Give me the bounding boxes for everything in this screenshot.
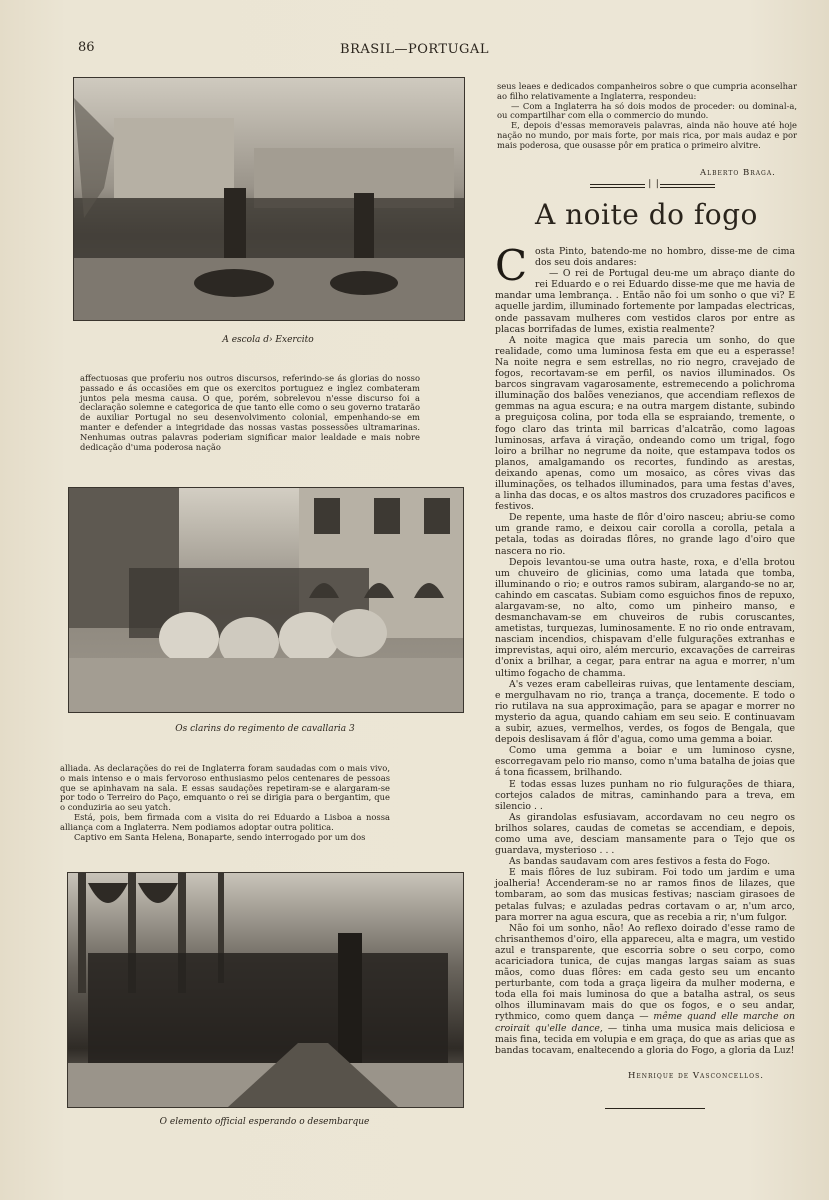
running-title: BRASIL—PORTUGAL <box>340 42 489 57</box>
caption-photo-2: Os clarins do regimento de cavallaria 3 <box>175 724 355 734</box>
caption-photo-1: A escola d› Exercito <box>222 335 314 345</box>
dropcap-letter: C <box>495 241 528 290</box>
divider-left <box>590 184 645 185</box>
caption-photo-3: O elemento official esperando o desembarque <box>159 1117 370 1127</box>
photo-elemento-official <box>67 872 464 1108</box>
article-body: Costa Pinto, batendo-me no hombro, disse-me de cima dos seu dois andares: — O rei de Portugal deu-me um abraço diante do rei Eduardo e o rei Eduardo disse-me que me havia de mandar uma lembrança. . Então não foi um sonho o que vi? E aquelle jardim, illuminado fortemente por lampadas electricas, onde passavam mulheres com vestidos claros por entre as placas borrifadas de lumes, existia realmente? A noite magica que mais parecia um sonho, do que realidade, como uma luminosa festa em que eu a esperasse! Na noite negra e sem estrellas, no rio negro, cravejado de fogos, recortavam-se em perfil, os navios illuminados. Os barcos singravam vagarosamente, estremecendo a polichroma illuminação dos balões venezianos, que accendiam reflexos de gemmas na agua escura; e na outra margem distante, subindo a preguiçosa colina, por toda ella se espraiando, tremente, o fogo claro das trinta mil barricas d'alcatrão, como lagoas luminosas, arfava á viração, ondeando como um trigal, fogo loiro a brilhar no negrume da noite, que estampava todos os planos, amalgamando os recortes, fundindo as arestas, deixando apenas, como um mosaico, as côres vivas das illuminações, os telhados illuminados, para uma festas d'aves, a linha das docas, e os altos mastros dos cruzadores pacificos e festivos. De repente, uma haste de flôr d'oiro nasceu; abriu-se como um grande ramo, e deixou cair corolla a corolla, petala a petala, todas as doiradas flôres, no grande lago d'oiro que nascera no rio. Depois levantou-se uma outra haste, roxa, e d'ella brotou um chuveiro de glicinias, como uma latada que tomba, illuminando o rio; e outros ramos subiram, alargando-se no ar, cahindo em cascatas. Subiam como esguichos finos de repuxo, alargavam-se, no alto, como um pinheiro manso, e desmanchavam-se em chuveiros de rubis coruscantes, ametistas, turquezas, luminosamente. E no rio onde entravam, nasciam incendios, chispavam d'elle fulgurações extranhas e imprevistas, aqui oiro, além mercurio, excavações de carreiras d'onix a brilhar, a cegar, para entrar na agua e morrer, n'um ultimo fogacho de chamma. A's vezes eram cabelleiras ruivas, que lentamente desciam, e mergulhavam no rio, trança a trança, docemente. E todo o rio rutilava na sua approximação, para se apagar e morrer no mysterio da agua, quando cahiam em seu seio. E continuavam a subir, azues, vermelhos, verdes, os fogos de Bengala, que depois deslisavam á flôr d'agua, como uma gemma a boiar. Como uma gemma a boiar e um luminoso cysne, escorregavam pelo rio manso, como n'uma batalha de joias que á tona ficassem, brilhando. E todas essas luzes punham no rio fulgurações de thiara, cortejos calados de mitras, caminhando para a treva, em silencio . . As girandolas esfusiavam, accordavam no ceu negro os brilhos solares, caudas de cometas se accendiam, e depois, como uma ave, desciam mansamente para o Tejo que os guardava, mysterioso . . . As bandas saudavam com ares festivos a festa do Fogo. E mais flôres de luz subiram. Foi todo um jardim e uma joalheria! Accenderam-se no ar ramos finos de lilazes, que tombaram, ao som das musicas festivas; nasciam girasoes de petalas fulvas; e azuladas pedras cortavam o ar, n'um arco, para morrer na agua escura, que as recebia a rir, n'um fulgor. Não foi um sonho, não! Ao reflexo doirado d'esse ramo de chrisanthemos d'oiro, ella appareceu, alta e magra, um vestido azul e transparente, que escorria sobre o seu corpo, como acariciadora tunica, de cujas mangas largas saiam as suas mãos, como duas flôres: em cada gesto seu um encanto perturbante, com toda a graça ligeira da mulher moderna, e toda ella foi mais luminosa do que a batalha astral, os seus olhos illuminavam mais do que os fogos, e o seu andar, rythmico, como quem dança — même quand elle marche on croirait qu'elle dance, — tinha uma musica mais deliciosa e mais fina, tecida em volupia e em graça, do que as arias que as bandas tocavam, enaltecendo a gloria do Fogo, a gloria da Luz! <box>495 241 795 1056</box>
left-column-text-2: alliada. As declarações do rei de Inglaterra foram saudadas com o mais vivo, o mais intenso e o mais fervoroso enthusiasmo pelos centenares de pessoas que se apinhavam na sala. E essas saudações repetiram-se e alargaram-se por todo o Terreiro do Paço, emquanto o rei se dirigia para o bergantim, que o conduziria ao seu yatch. Está, pois, bem firmada com a visita do rei Eduardo a Lisboa a nossa alliança com a Inglaterra. Nem podiamos adoptar outra politica. Captivo em Santa Helena, Bonaparte, sendo interrogado por um dos <box>60 763 390 842</box>
page-number: 86 <box>78 40 95 55</box>
divider-right <box>660 184 715 185</box>
divider-left-2 <box>590 187 645 188</box>
left-column-text-1: affectuosas que proferiu nos outros discursos, referindo-se ás glorias do nosso passado e ás occasiões em que os exercitos portuguez e inglez combateram juntos pela mesma causa. O que, porém, sobrelevou n'esse discurso foi a declaração solemne e categorica de que tanto elle como o seu governo tratarão de auxiliar Portugal no seu desenvolvimento colonial, empenhando-se em manter e defender a integridade das nossas vastas possessões ultramarinas. Nenhumas outras palavras poderiam significar maior lealdade e mais nobre dedicação d'uma poderosa nação <box>80 373 420 452</box>
divider-right-2 <box>660 187 715 188</box>
signature-alberto-braga: Alberto Braga. <box>700 168 776 178</box>
article-title: A noite do fogo <box>535 198 758 231</box>
photo-escola-exercito <box>73 77 465 321</box>
divider-ornament-icon: ❘❘ <box>646 179 662 189</box>
signature-henrique-vasconcellos: Henrique de Vasconcellos. <box>628 1071 764 1081</box>
end-rule <box>605 1108 705 1109</box>
previous-article-end: seus leaes e dedicados companheiros sobre o que cumpria aconselhar ao filho relativamente a Inglaterra, respondeu: — Com a Inglaterra ha só dois modos de proceder: ou dominal-a, ou compartilhar com ella o commercio do mundo. E, depois d'essas memoraveis palavras, ainda não houve até hoje nação no mundo, por mais forte, por mais rica, por mais audaz e por mais poderosa, que ousasse pôr em pratica o primeiro alvitre. <box>497 81 797 150</box>
photo-clarins-cavallaria <box>68 487 464 713</box>
